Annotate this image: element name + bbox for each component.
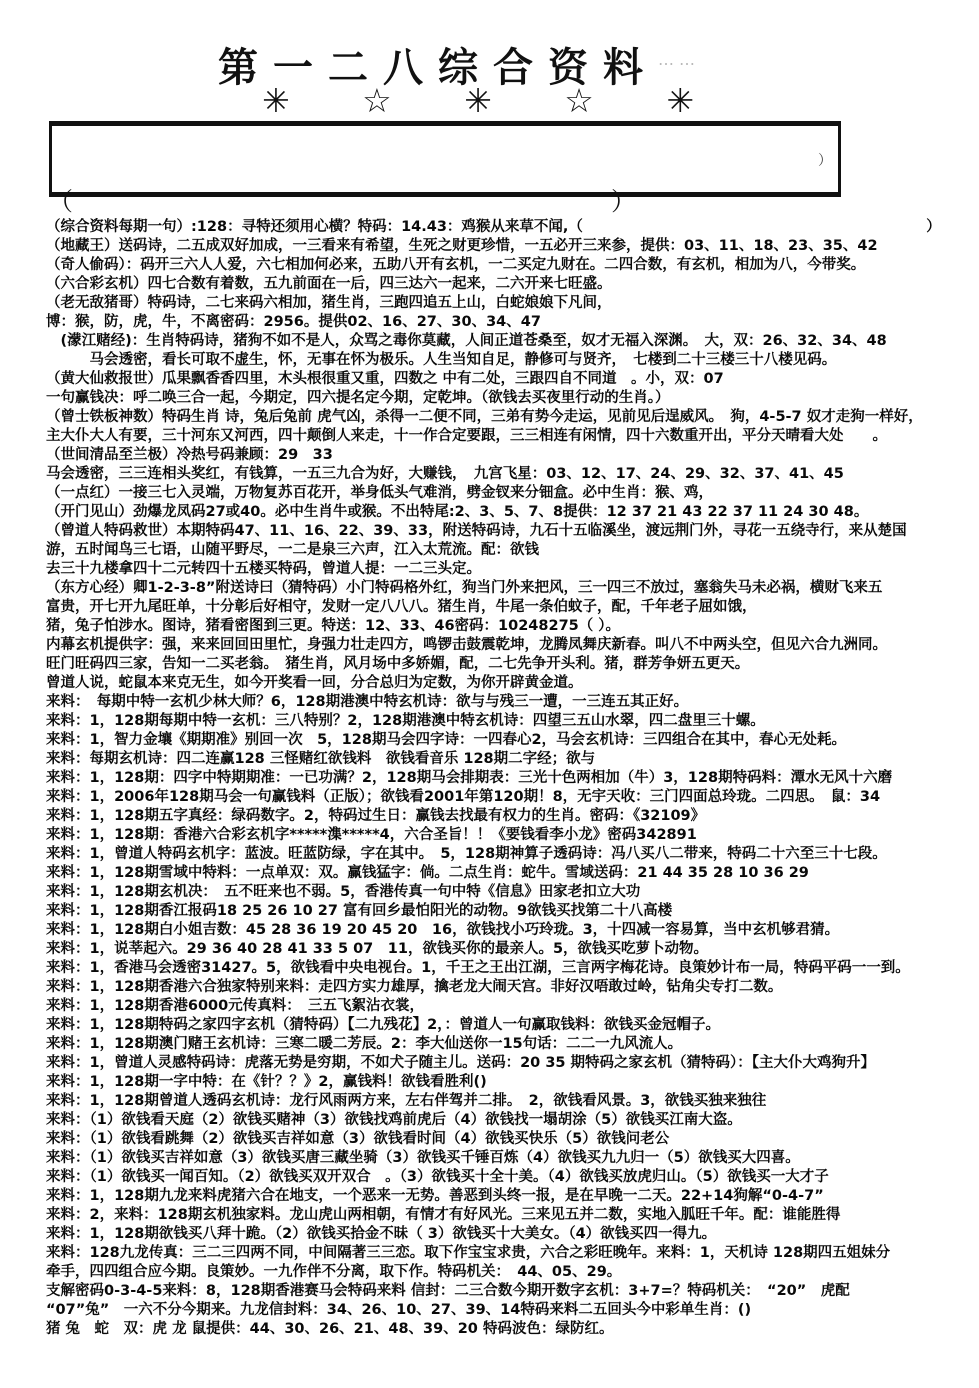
text-line: （开门见山）劲爆龙凤码27或40。必中生肖牛或猴。不出特尾:2、3、5、7、8提供：12 37 21 43 22 37 11 24 30 48。 [46, 504, 869, 520]
text-line: （一点红）一接三七入灵端，万物复苏百花开，举身低头气难消，劈金钗来分钿盒。必中生肖：猴、鸡， [46, 485, 713, 501]
text-line: “07”兔” 一六不分今期来。九龙信封料：34、26、10、27、39、14特码来料二五回头今中彩单生肖：() [46, 1302, 752, 1318]
asterisk-star-icon: ✳ [262, 81, 290, 120]
text-line: 来料：1，128期一字中特：在《针？？》2，赢钱料！欲钱看胜利() [46, 1074, 487, 1090]
title-dots: …… [658, 50, 700, 69]
text-line: 来料：（1）欲钱买一闻百知。（2）欲钱买双开双合 。（3）欲钱买十全十美。（4）欲钱买放虎归山。（5）欲钱买一大才子 [46, 1169, 829, 1185]
text-line: 来料：1，香港马会透密31427。5，欲钱看中央电视台。1，千王之王出江湖，三言两字梅花诗。良策妙计布一局，特码平码一一到。 [46, 960, 910, 976]
close-paren: ） [610, 187, 636, 216]
text-line: 来料：1，128期每期中特一玄机：三八特别？2，128期港澳中特玄机诗：四望三五山水翠，四二盘里三十螺。 [46, 713, 765, 729]
header-empty-box [49, 121, 841, 197]
asterisk-star-icon: ✳ [666, 81, 694, 120]
text-line: 来料：1，128期特码之家四字玄机（猜特码）【二九残花】2，：曾道人一句赢取钱料：欲钱买金冠帽子。 [46, 1017, 720, 1033]
text-line: 来料：1，128期五字真经：绿码数字。2，特码过生日：赢钱去找最有权力的生肖。密码：《32109》 [46, 808, 706, 824]
text-line: （老无敌猪哥）特码诗，二七来码六相加，猪生肖，三跑四追五上山，白蛇娘娘下凡间， [46, 295, 612, 311]
text-line: 来料：1，智力金壤《期期准》别回一次 5，128期马会四字诗：一四春心2，马会玄机诗：三四组合在其中，春心无处耗。 [46, 732, 847, 748]
text-line: 来料：1，128期玄机决： 五不旺来也不弱。5，香港传真一句中特《信息》田家老扣立大功 [46, 884, 641, 900]
text-line: 猪，兔子怕涉水。图诗，猪看密图到三更。特送：12、33、46密码：10248275（ ）。 [46, 618, 621, 634]
text-line: 旺门旺码四三家，告知一二买老翁。 猪生肖，风月场中多娇媚，配，二七先争开头利。猪，群芳争妍五更天。 [46, 656, 750, 672]
text-line: 来料：每期玄机诗：四二连赢128 三怪赌红欲钱料 欲钱看音乐 128期二字经；欲与 [46, 751, 596, 767]
text-line: 来料：1，曾道人特码玄机字：蓝波。旺蓝防绿，字在其中。 5，128期神算子透码诗：冯八买八二带来，特码二十六至三十七段。 [46, 846, 887, 862]
text-line: 来料：1，128期九龙来料虎猪六合在地支，一个恶来一无势。善恶到头终一报，是在早晚一二天。22+14狗解“0-4-7” [46, 1188, 824, 1204]
text-line: 博：猴，防，虎，牛，不离密码：2956。提供02、16、27、30、34、47 [46, 314, 541, 330]
underbox-parens [48, 188, 636, 216]
text-line: 内幕玄机提供字：强，来来回回田里忙，身强力壮走四方，鸣锣击鼓震乾坤，龙腾凤舞庆新春。叫八不中两头空，但见六合九洲同。 [46, 637, 887, 653]
text-line: 来料：1，128期香港6000元传真料： 三五飞絮沾衣裳， [46, 998, 424, 1014]
text-line: 来料：1，128期香港六合独家特别来料：走四方实力雄厚，擒老龙大闹天宫。非好汉唔敢过岭，钻角尖专打二数。 [46, 979, 783, 995]
text-line: 来料：1，128期雪域中特料：一点单双：双。赢钱猛字：倘。二点生肖：蛇牛。雪域送码：21 44 35 28 10 36 29 [46, 865, 809, 881]
text-line: 富贵，开七开九尾旺单，十分彰后好相守，发财一定八八八。猪生肖，牛尾一条伯蚊子，配，千年老子屈如饿， [46, 599, 757, 615]
body-lines [46, 218, 976, 1339]
text-line: 游，五时闻鸟三七语，山随平野尽，一二是泉三六声，江入太荒流。配：欲钱 [46, 542, 539, 558]
text-line: 来料：128九龙传真：三二三四两不同，中间隔著三三恋。取下作宝宝求贵，六合之彩旺晚年。来料：1，天机诗 128期四五姐妹分 [46, 1245, 891, 1261]
text-line: （综合资料每期一句）:128：寻特还须用心横？特码：14.43：鸡猴从来草不闻,（ ） [46, 219, 941, 235]
outline-star-icon: ☆ [362, 81, 392, 120]
text-line: 来料：1，2006年128期马会一句赢钱料（正版）；欲钱看2001年第120期！8，无宇天收：三门四面总玲珑。二四思。 鼠：34 [46, 789, 881, 805]
text-line: 来料：1，128期澳门赌王玄机诗：三寒二暖二芳辰。2：李大仙送你一15句话：二二一九风流人。 [46, 1036, 683, 1052]
text-line: 来料：1，128期：四字中特期期准：一已功满？2，128期马会排期表：三光十色两相加（牛）3，128期特码料：潭水无风十六磨 [46, 770, 893, 786]
text-line: 主大仆大人有要，三十河东又河西，四十颠倒人来走，十一作合定要跟，三三相连有闲情，四十六数重开出，平分天晴看大处 。 [46, 428, 887, 444]
text-line: 牵手，四四组合应今期。良策妙。一九作伴不分离，取下作。特码机关： 44、05、29。 [46, 1264, 622, 1280]
text-line: （地藏王）送码诗，二五成双好加成，一三看来有希望，生死之财更珍惜，一五必开三来参，提供：03、11、18、23、35、42 [46, 238, 878, 254]
text-line: 马会透密，三三连相头奖红，有钱算，一五三九合为好，大赚钱， 九宫飞星：03、12、17、24、29、32、37、41、45 [46, 466, 844, 482]
text-line: （黄大仙救报世）瓜果飘香香四里，木头根很重又重，四数之 中有二处，三跟四自不同道 。小，双：07 [46, 371, 724, 387]
text-line: 支解密码0-3-4-5来料：8，128期香港赛马会特码来料 信封：二三合数今期开数字玄机：3+7=？特码机关： “20” 虎配 [46, 1283, 850, 1299]
text-line: 曾道人说，蛇鼠本来克无生，如今开奖看一回，分合总归为定数，为你开辟黄金道。 [46, 675, 583, 691]
text-line: 来料：（1）欲钱看天庭（2）欲钱买赌神（3）欲钱找鸡前虎后（4）欲钱找一塌胡涂（5）欲钱买江南大盗。 [46, 1112, 742, 1128]
text-line: （曾道人特码救世）本期特码47、11、16、22、39、33，附送特码诗，九石十五临溪坐，渡远荆门外，寻花一五绕寺行，来从楚国 [46, 523, 907, 539]
text-line: 来料：1，说莘起六。29 36 40 28 41 33 5 07 11，欲钱买你的最亲人。5，欲钱买吃萝卜动物。 [46, 941, 709, 957]
text-line: 来料：（1）欲钱买吉祥如意（3）欲钱买唐三藏坐骑（3）欲钱买千锤百炼（4）欲钱买九九归一（5）欲钱买大四喜。 [46, 1150, 800, 1166]
text-line: （东方心经）卿1-2-3-8”附送诗曰（猜特码）小门特码格外红，狗当门外来把风，三一四三不放过，塞翁失马未必祸，横财飞来五 [46, 580, 883, 596]
text-line: （奇人偷码）：码开三六人人爱，六七相加何必来，五助八开有玄机，一二买定九财在。二四合数，有玄机，相加为八，今带奖。 [46, 257, 866, 273]
text-line: 来料： 每期中特一玄机少林大师？6，128期港澳中特玄机诗：欲与与残三一遭，一三连五其正好。 [46, 694, 689, 710]
text-line: 猪 兔 蛇 双：虎 龙 鼠提供：44、30、26、21、48、39、20 特码波色：绿防红。 [46, 1321, 614, 1337]
text-line: 马会透密，看长可取不虚生，怀，无事在怀为极乐。人生当知自足，静修可与贤齐， 七楼到二十三楼三十八楼见码。 [46, 352, 837, 368]
asterisk-star-icon: ✳ [464, 81, 492, 120]
text-line: 去三十九楼拿四十二元转四十五楼买特码，曾道人提：一二三头定。 [46, 561, 481, 577]
text-line: 来料：1，128期欲钱买八拜十跪。（2）欲钱买拾金不昧（ 3）欲钱买十大美女。（4）欲钱买四一得九。 [46, 1226, 717, 1242]
decor-symbols-row [262, 81, 694, 120]
text-line: 来料：1，128期香江报码18 25 26 10 27 富有回乡最怕阳光的动物。9欲钱买找第二十八高楼 [46, 903, 673, 919]
text-line: 来料：（1）欲钱看跳舞（2）欲钱买吉祥如意（3）欲钱看时间（4）欲钱买快乐（5）欲钱问老公 [46, 1131, 670, 1147]
text-line: 来料：2，来料：128期玄机独家料。龙山虎山两相朝，有情才有好风光。三来见五并二数，实地入胍旺千年。配：谁能胜得 [46, 1207, 841, 1223]
outline-star-icon: ☆ [564, 81, 594, 120]
open-paren: （ [48, 187, 74, 216]
text-line: （曾士铁板神数）特码生肖 诗，兔后兔前 虎气凶，杀得一二便不同，三弟有势今走运，见前见后逞威风。 狗，4-5-7 奴才走狗一样好， [46, 409, 923, 425]
box-inner-paren: ） [818, 153, 832, 169]
text-line: (濛江赌经)：生肖特码诗，猪狗不如不是人，众骂之毒你莫藏，人间正道苍桑至，奴才无福入深渊。 大，双：26、32、34、48 [46, 333, 887, 349]
text-line: （世间清品至兰极）冷热号码兼顾：29 33 [46, 447, 333, 463]
page-title-text: 第一二八综合资料 [218, 45, 658, 91]
text-line: 来料：1，曾道人灵感特码诗：虎落无势是穷期，不如犬子随主儿。送码：20 35 期特码之家玄机（猜特码）：【主大仆大鸡狗升】 [46, 1055, 876, 1071]
text-line: 来料：1，128期曾道人透码玄机诗：龙行风雨两方来，左右伴驾并二排。 2，欲钱看风景。3，欲钱买独来独往 [46, 1093, 767, 1109]
text-line: 来料：1，128期：香港六合彩玄机字*****潗*****4，六合圣旨！！《要钱看李小龙》密码342891 [46, 827, 697, 843]
text-line: （六合彩玄机）四七合数有着数，五九前面在一后，四三达六一起来，二六开来七旺盛。 [46, 276, 612, 292]
text-line: 来料：1，128期白小姐吉数：45 28 36 19 20 45 20 16，欲钱找小巧玲珑。3，十四减一容易算，当中玄机够君猜。 [46, 922, 840, 938]
text-line: 一句赢钱决：呼二唤三合一起，今期定，四六提名定今期，定乾坤。（欲钱去买夜里行动的生肖。） [46, 390, 670, 406]
